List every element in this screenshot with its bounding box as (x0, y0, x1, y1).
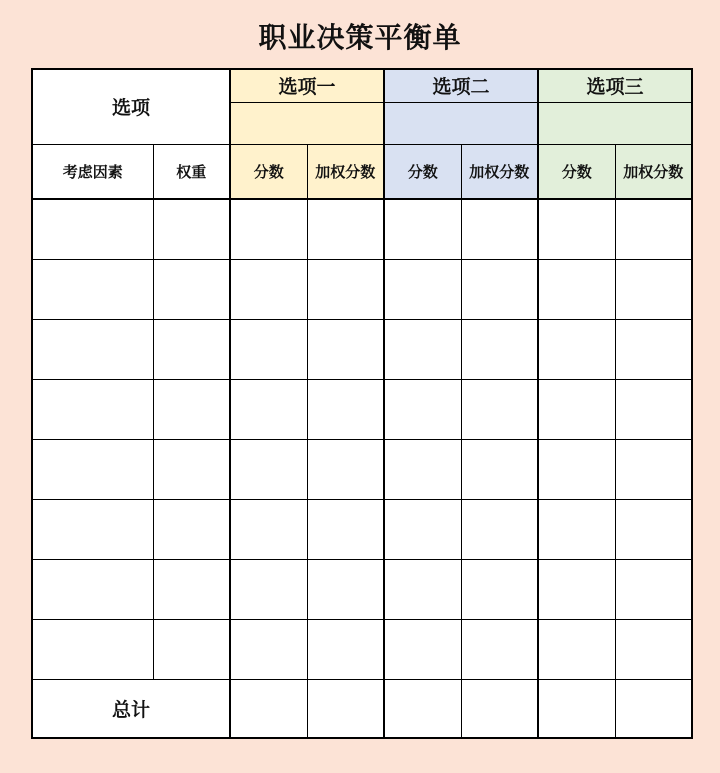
factor-cell[interactable] (32, 559, 153, 619)
option3-weighted-cell[interactable] (615, 319, 692, 379)
table-row (32, 379, 692, 439)
option3-score-header: 分数 (538, 144, 615, 199)
option3-total-weighted[interactable] (615, 679, 692, 738)
weight-cell[interactable] (153, 499, 230, 559)
factor-cell[interactable] (32, 499, 153, 559)
option3-score-cell[interactable] (538, 199, 615, 259)
weight-cell[interactable] (153, 619, 230, 679)
option3-weighted-cell[interactable] (615, 499, 692, 559)
option1-score-cell[interactable] (230, 319, 307, 379)
option3-score-cell[interactable] (538, 559, 615, 619)
factor-cell[interactable] (32, 199, 153, 259)
option1-header: 选项一 (230, 69, 384, 102)
table-row (32, 199, 692, 259)
factor-cell[interactable] (32, 259, 153, 319)
option1-weighted-cell[interactable] (307, 439, 384, 499)
factor-cell[interactable] (32, 379, 153, 439)
option1-score-cell[interactable] (230, 439, 307, 499)
options-label-cell: 选项 (32, 69, 230, 144)
option3-weighted-cell[interactable] (615, 439, 692, 499)
option3-score-cell[interactable] (538, 439, 615, 499)
option2-weighted-cell[interactable] (461, 379, 538, 439)
factor-cell[interactable] (32, 619, 153, 679)
option2-score-cell[interactable] (384, 379, 461, 439)
option1-weighted-cell[interactable] (307, 499, 384, 559)
option2-weighted-cell[interactable] (461, 259, 538, 319)
option3-score-cell[interactable] (538, 379, 615, 439)
weight-header: 权重 (153, 144, 230, 199)
weight-cell[interactable] (153, 439, 230, 499)
table-row (32, 439, 692, 499)
option2-score-cell[interactable] (384, 559, 461, 619)
weight-cell[interactable] (153, 259, 230, 319)
option1-score-cell[interactable] (230, 379, 307, 439)
option3-weighted-cell[interactable] (615, 559, 692, 619)
option3-score-cell[interactable] (538, 619, 615, 679)
option2-weighted-cell[interactable] (461, 199, 538, 259)
option2-total-weighted[interactable] (461, 679, 538, 738)
option1-weighted-cell[interactable] (307, 259, 384, 319)
option2-weighted-cell[interactable] (461, 439, 538, 499)
option3-weighted-cell[interactable] (615, 379, 692, 439)
option2-weighted-cell[interactable] (461, 619, 538, 679)
total-row (32, 679, 692, 738)
table-row (32, 259, 692, 319)
option1-weighted-cell[interactable] (307, 199, 384, 259)
weight-cell[interactable] (153, 199, 230, 259)
option3-weighted-header: 加权分数 (615, 144, 692, 199)
table-row (32, 619, 692, 679)
option3-header: 选项三 (538, 69, 692, 102)
option2-score-cell[interactable] (384, 259, 461, 319)
factor-cell[interactable] (32, 439, 153, 499)
table-row (32, 319, 692, 379)
option1-weighted-cell[interactable] (307, 319, 384, 379)
option1-name-cell[interactable] (230, 102, 384, 144)
option1-score-cell[interactable] (230, 619, 307, 679)
option2-score-cell[interactable] (384, 199, 461, 259)
decision-balance-table (31, 68, 693, 739)
weight-cell[interactable] (153, 559, 230, 619)
option1-score-cell[interactable] (230, 559, 307, 619)
option3-weighted-cell[interactable] (615, 199, 692, 259)
option1-total-score[interactable] (230, 679, 307, 738)
option1-score-cell[interactable] (230, 259, 307, 319)
option2-score-cell[interactable] (384, 619, 461, 679)
weight-cell[interactable] (153, 379, 230, 439)
option2-name-cell[interactable] (384, 102, 538, 144)
option1-score-cell[interactable] (230, 199, 307, 259)
option2-score-cell[interactable] (384, 499, 461, 559)
option1-total-weighted[interactable] (307, 679, 384, 738)
option3-weighted-cell[interactable] (615, 259, 692, 319)
option3-weighted-cell[interactable] (615, 619, 692, 679)
option1-weighted-header: 加权分数 (307, 144, 384, 199)
option2-header: 选项二 (384, 69, 538, 102)
option3-score-cell[interactable] (538, 319, 615, 379)
option1-score-cell[interactable] (230, 499, 307, 559)
option3-total-score[interactable] (538, 679, 615, 738)
option2-total-score[interactable] (384, 679, 461, 738)
option2-weighted-header: 加权分数 (461, 144, 538, 199)
option2-score-cell[interactable] (384, 439, 461, 499)
option1-weighted-cell[interactable] (307, 559, 384, 619)
weight-cell[interactable] (153, 319, 230, 379)
factor-cell[interactable] (32, 319, 153, 379)
option2-weighted-cell[interactable] (461, 559, 538, 619)
factor-header: 考虑因素 (32, 144, 153, 199)
option1-score-header: 分数 (230, 144, 307, 199)
total-label: 总计 (32, 679, 230, 738)
option3-name-cell[interactable] (538, 102, 692, 144)
table-row (32, 559, 692, 619)
option3-score-cell[interactable] (538, 259, 615, 319)
option1-weighted-cell[interactable] (307, 379, 384, 439)
option2-score-header: 分数 (384, 144, 461, 199)
page-title: 职业决策平衡单 (258, 21, 462, 54)
option3-score-cell[interactable] (538, 499, 615, 559)
option1-weighted-cell[interactable] (307, 619, 384, 679)
table-row (32, 499, 692, 559)
option2-weighted-cell[interactable] (461, 319, 538, 379)
option2-weighted-cell[interactable] (461, 499, 538, 559)
option2-score-cell[interactable] (384, 319, 461, 379)
